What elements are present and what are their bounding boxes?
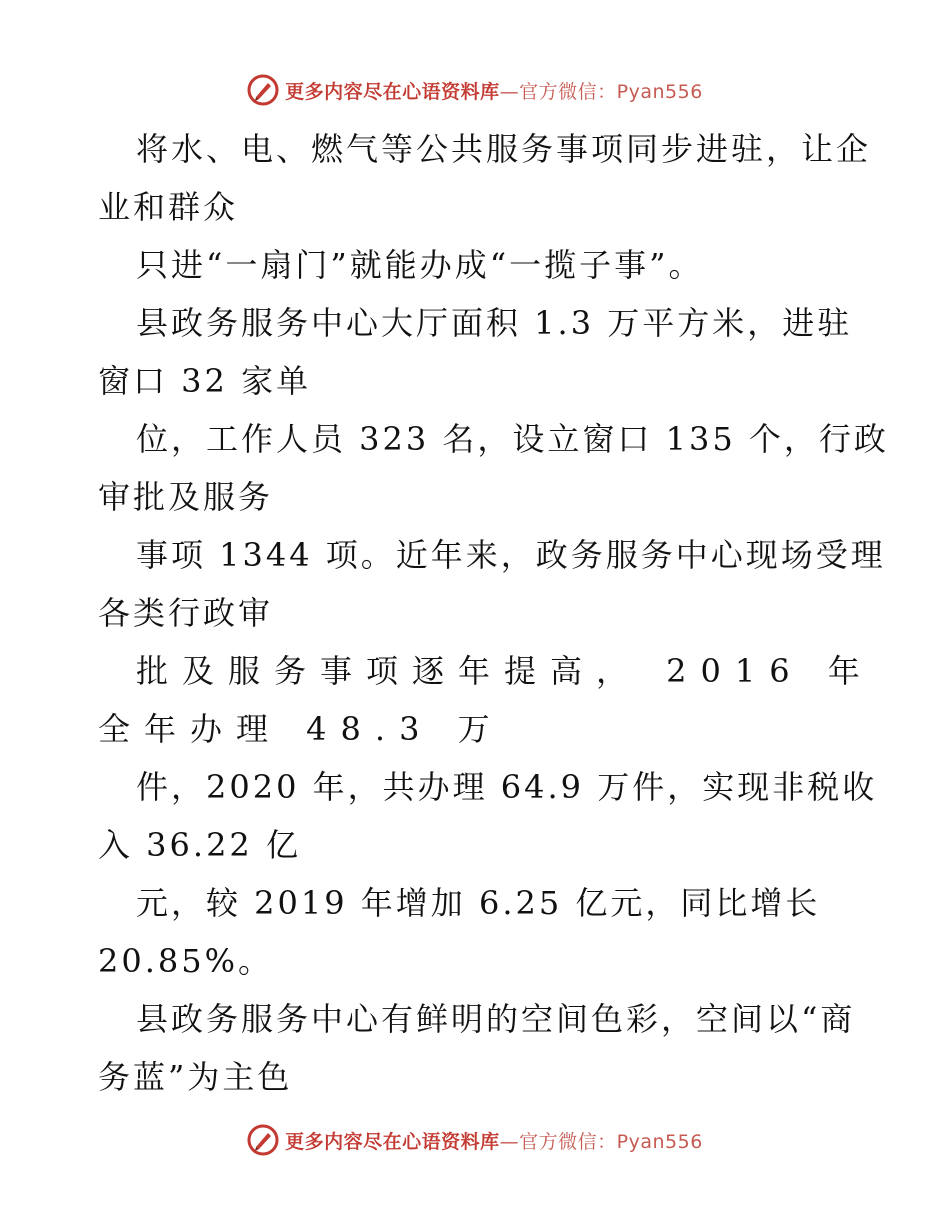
body-line: 批及服务事项逐年提高， 2016 年 xyxy=(136,652,874,690)
body-line: 县政务服务中心有鲜明的空间色彩，空间以“商 xyxy=(136,1000,856,1038)
pen-logo-icon xyxy=(247,1124,279,1156)
body-line: 入 36.22 亿 xyxy=(98,826,301,864)
header-banner-text xyxy=(285,77,703,104)
body-line: 窗口 32 家单 xyxy=(98,362,312,400)
header-banner-main: 更多内容尽在心语资料库 xyxy=(285,80,500,103)
body-line: 审批及服务 xyxy=(98,478,274,516)
footer-banner-dash: — xyxy=(499,1130,520,1153)
body-line: 位，工作人员 323 名，设立窗口 135 个，行政 xyxy=(136,420,889,458)
body-line: 元，较 2019 年增加 6.25 亿元，同比增长 xyxy=(136,884,821,922)
body-line: 将水、电、燃气等公共服务事项同步进驻，让企 xyxy=(136,130,872,168)
body-line: 县政务服务中心大厅面积 1.3 万平方米，进驻 xyxy=(136,304,853,342)
header-banner-dash: — xyxy=(499,80,520,103)
body-line: 件，2020 年，共办理 64.9 万件，实现非税收 xyxy=(136,768,878,806)
document-body xyxy=(98,120,889,1106)
footer-banner-wechat: 官方微信：Pyan556 xyxy=(519,1130,703,1153)
header-banner xyxy=(0,70,950,110)
body-line: 业和群众 xyxy=(98,188,239,226)
footer-banner xyxy=(0,1120,950,1160)
body-line: 20.85%。 xyxy=(98,942,274,980)
body-line: 各类行政审 xyxy=(98,594,274,632)
pen-logo-icon xyxy=(247,74,279,106)
body-line: 全年办理 48.3 万 xyxy=(98,710,504,748)
footer-banner-text xyxy=(285,1127,703,1154)
body-line: 事项 1344 项。近年来，政务服务中心现场受理 xyxy=(136,536,886,574)
body-line: 务蓝”为主色 xyxy=(98,1058,293,1096)
header-banner-wechat: 官方微信：Pyan556 xyxy=(519,80,703,103)
body-line: 只进“一扇门”就能办成“一揽子事”。 xyxy=(136,246,704,284)
footer-banner-main: 更多内容尽在心语资料库 xyxy=(285,1130,500,1153)
